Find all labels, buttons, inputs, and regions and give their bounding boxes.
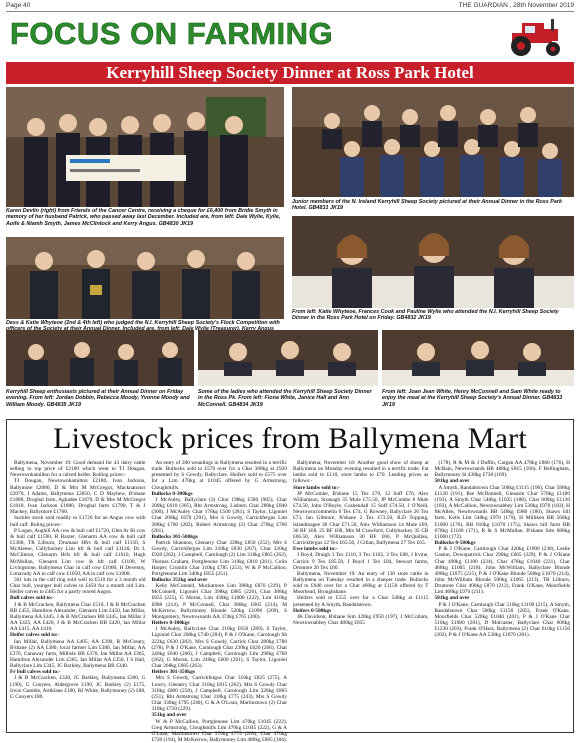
caption-flock-judges: Dess & Katie Whyteoe (2nd & 4th left) who judged the N.I. Kerryhill Sheep Society's Flock Competition with	[6, 320, 280, 326]
livestock-paragraph: Ballymena, November 19: Good demand for 43 dairy cattle selling to top price of £2180 which went to TJ Dougan, Newtownhamilton for a calved heifer. Rolling prices:-	[10, 460, 146, 479]
livestock-paragraph: Bull calves sold to:-	[10, 595, 55, 602]
livestock-paragraph: Heifer calves sold to:-	[10, 632, 60, 639]
feature-title: Kerryhill Sheep Society Dinner at Ross Park Hotel	[106, 63, 474, 82]
tractor-icon	[504, 15, 568, 57]
livestock-paragraph: 501kg and over	[434, 595, 470, 602]
livestock-column-3	[293, 460, 429, 731]
livestock-paragraph: Ian Millar, Ballymena AA £405, AA £390, R McCreary, B'shane (2) AA £380, local farmer Lim £380, Ian Millar, AA £370, Ganaway farm, Millisle BB £370, Ian Millar AA £365, Hamilton Alexander Lim £365, Ian Millar AA £350, I S Hall, Ballyclare Lim £345, JC Barkley, Ballymena BB £340.	[10, 638, 146, 670]
livestock-paragraph: JK Davidson, B'shane Sim 428kg £950 (197), J McCollam, Newtownabbey Char 480kg £855	[293, 613, 429, 627]
caption-junior-members: Junior members of the N. Ireland Kerryhill Sheep Society pictured at their Annual Dinner in the Ross Park Hotel. GB4831 JK19	[292, 199, 562, 212]
paper-dateline: THE GUARDIAN , 28th November 2019	[458, 2, 574, 9]
page-header	[6, 2, 574, 12]
photo-enthusiasts	[6, 330, 194, 386]
livestock-paragraph: Fr bull calves sold to:-	[10, 669, 61, 676]
photo-meal-group	[382, 330, 574, 386]
photo-ladies-table	[198, 330, 378, 386]
livestock-paragraph: 501kg and over	[434, 478, 470, 485]
livestock-paragraph: J McAuley, Ballyclare Char 210kg £650 (289), S Taylor, Ligoniel Char 268kg £740 (284), P & J O'Kane, Carnlough Sh 222kg £630 (282), Mrs S Gowdy, Carrick Char 280kg £780 (278), P & J O'Kane, Carnlough Char 230kg £620 (266), Char 240kg £640 (266), J Campbell, Carnlough Lim 290kg £760 (262), G Moran, Lim 240kg £600 (261), S Taylor, Ligoniel Char 268kg £685 (263).	[151, 626, 287, 670]
livestock-paragraph: Ballymena, November 19: An entry of 130 store cattle in Ballymena on Tuesday resulted in a sharper trade. Bullocks sold to £640 over for a Char 460kg at £1150 offered by T Moorhead, Broughshane.	[293, 570, 429, 596]
livestock-paragraph: Store lambs sold to:-	[293, 484, 340, 491]
caption-meal-group: From left: Joan Jean White, Henry McConnell and Sam White ready to enjoy the meal at the Kerryhill Sheep Society's Annual Dinner. GB4833 JK19	[382, 389, 563, 408]
livestock-paragraph: W & P McCallion, Portglenone Lim 470kg £1045 (222), Greg Armstrong, Cloughmills Lim 470kg £1045 (222), G & A O'Loan, Martinstown Char 370kg £775 (209), Char 370kg £720 (194), M McKerrow, Ballymoney Lim 480kg £885 (184).	[151, 718, 287, 743]
livestock-paragraph: Heifers 0-500kgs	[293, 607, 332, 614]
livestock-paragraph: Bullocks 351kg and over	[151, 576, 208, 583]
livestock-paragraph: 351kg and over	[151, 712, 187, 719]
photo-flock-judges	[6, 237, 284, 319]
livestock-columns	[10, 460, 570, 743]
livestock-paragraph: Suckler stock sold readily to £1720 for an Angus cow with bull calf. Ruling prices:-	[10, 515, 146, 528]
livestock-paragraph: J McAuley, Ballyclare (3) Char 198kg £580 (905), Char 200kg £610 (305), Rhr Armstrong, Lisburn Char 280kg £840 (300), J McAuley Char 178kg £500 (281), S Taylor, Ligoniel Char 208kg £670 (291), Mrs S Gowdy, Carrickfergus Lim 288kg £760 (282), Robert Armstrong (2) Char 270kg £760 (281).	[151, 496, 287, 534]
livestock-column-1	[10, 460, 146, 731]
livestock-paragraph: J Boyd, Draigh 3 Tex £110, 3 Tex £102, 3 Tex £88, J Irvine, Carrick 9 Tex £85.50, J Boyd 1 Tex £84, Stewart farms, Dromore 20 Tex £80.	[293, 552, 429, 571]
livestock-paragraph: A Smyth, Randalstown Char 568kg £1115 (196), Char 588kg £1120 (191), Rse McDonnell, Glenarm Char 578kg £1100 (193), A Smyth Char 548kg £1035 (188), Char 600kg £1130 (183), A McCallion, Newtownabbey Lim 538kg £970 (183), H McAllen, Newtownards BB 548kg £980 (180), Shaws hill farm, Kells Lim 548kg £970 (179), H Milliken BB 568kg £1000 (176), BB 610kg £1070 (175), Shaws hill farm BB 678kg £1160 (171), R & S McMullan, B'shane Sim 688kg £1000 (172).	[434, 484, 570, 540]
livestock-paragraph: Bullocks 301-500kgs	[151, 533, 198, 540]
caption-three-ladies: From left: Katie Whyteoe, Frances Cook and Pauline Wylie who attended the N.I. Kerryhill Sheep Society Dinner in the Ross Park Hotel on Friday. GB4832 JK19	[292, 309, 559, 322]
livestock-paragraph: 501 lots in the calf ring sold well to £510 for a 3 month old Char bull, younger bull calves to £450 for a month old Lim. Heifer calves to £405 for a partly reared Angus.	[10, 576, 146, 596]
livestock-paragraph: (178), R & M & J Duffin, Cargan AA 478kg £860 (176), H McBain, Newtownards BB 488kg £815 (166), F Bellingham, Ballymoney St 438kg £730 (169).	[434, 460, 570, 479]
livestock-paragraph: Bullocks 0-500kgs	[434, 540, 476, 547]
livestock-paragraph: Mrs S Gowdy, Carrickfergus Char 310kg £825 (275), A Lowry, Glenarry Char 310kg £815 (262), Mrs S Gowdy Char 310kg £800 (258), J Campbell, Carnlough Lim 320kg £805 (251), Rht Armstrong Char 318kg £775 (243), Mrs S Gowdy Char 330kg £795 (240), G & A O'Loan, Martinstown (2) Char 310kg £750 (229).	[151, 675, 287, 713]
photo-three-ladies	[292, 216, 574, 308]
livestock-paragraph: P Logan, Aughill AA cow & bull calf £1720, Glen Ar Bl cow & bull calf £1590, R Baxter, Glenarm AA cow & bull calf £1300, TR Lilburn, Drumaul Hfrs & bull calf £1150, S McAleese, Cullybackey Lim hfr & bull calf £1120, Dr L McClinton, Glenarm Hrfs hfr & bull calf £1010, Hugh McMullan, Glenarm Lim cow & hfr calf £1100, W Livingstone, Ballymena Char in calf cow £1060, H Devenny, Limavady AA in calf cow £1050, AA in calf cow £1000.	[10, 527, 146, 577]
livestock-paragraph: Ballymena, November 18: Another good show of sheep at Ballymena on Monday evening resulted in a terrific trade. Fat lambs sold to £110, store lambs to £70. Leading prices as follows:-	[293, 460, 429, 485]
livestock-paragraph: An entry of 280 weanlings in Ballymena resulted in a terrific trade. Bullocks sold to £570 over for a Char 368kg at £920 presented by S Gowdy, Ballyclare. Heifers sold to £575 over for a Lim 470kg at £1045 offered by G Armstrong, Cloughmills.	[151, 460, 287, 491]
photo-junior-members	[292, 87, 574, 197]
livestock-paragraph: J & B McCracken, £330, JC Barkley, Ballymena £200, G (190), G Conyers, Aldergrove £190, JC Barkley (2) £175, Irwin Gamble, Artiklane £100, RJ White, Ballymoney (2) £80, G Conyers £80.	[10, 675, 146, 700]
livestock-paragraph: P & J O'Kane, Carnlough Char 510kg £1100 (215), A Smyth, Randalstown Char 560kg £1150 (205), Frank O'Kane, Moorfields Char 520kg £1040 (201), P & J O'Kane Char 510kg £1080 (201), D Mulcaster, Ballyclare Char 608kg £1230 (203), Frank O'Hara, Ballymena (2) Char 610kg £1150 (202), P & J O'Kane AA 530kg £1070 (201).	[434, 601, 570, 639]
livestock-paragraph: Patrick Shannon, Glenarry Char 338kg £850 (252), Mrs S Gowdy, Carrickfergus Lim 310kg £830 (267), Char 320kg £920 (262), J Campbell, Carnlough (2) Lim 318kg £865 (262), Thomas Graham, Portglenone Lim 310kg £810 (261), Colin Harper, Crumlin Char 310kg £785 (253), W & P McCallion, Portglenone Lim 340kg £855 (251).	[151, 540, 287, 577]
section-banner	[6, 13, 574, 61]
livestock-paragraph: JP McCombe, B'shane 15 Tex £79, 12 Suff £76, Alex Williamson, Stranagh 35 Mule £75.50, JP McCombe 8 Mule £74.50, John O'Boyle, Cushendall 15 Suff £74.50, J O'Neill, Newtowncrommelin 6 Tex £74, G Rowney, Ballyclare 26 Tex £73, Ian Gilmore, B'shane 2 Tex £73.50, R.D Topping, Islandmagee 30 Char £71.50, Alex Williamson 14 Mule £69, 36 BF £68, 25 BF £68, Mrs M Crawford, Cullybackey 35 CB £66.50, Alex Williamson 30 BF £66, P McQuillan, Carrickfergus 12 Tex £65.50, J Gillan, Ballymena 27 Tex £65.	[293, 490, 429, 547]
livestock-paragraph: P & J O'Kane, Carnlough Char 420kg £1000 (238), Leslie Gaston, Downpatrick Char 290kg £665 (229), P & J O'Kane Char 490kg £1100 (224), Char 478kg £1040 (221), Char 468kg £1005 (218), John McWilliam, Ballyclare Blonde 498kg £1075 (215), P & J O'Kane Blonde 500kg £1070 (214), John McWilliam Blonde 500kg £1065 (213), TR Lilburn, Drumore Char 400kg £870 (212), Frank O'Kane, Moorfields Lim 468kg £970 (211).	[434, 546, 570, 596]
livestock-paragraph: Ewe lambs sold to:-	[293, 546, 338, 553]
photo-cheque-presentation	[6, 87, 284, 207]
livestock-column-2	[151, 460, 288, 743]
livestock-paragraph: Heifers sold to £555 over for a Char 548kg at £1115 presented by A Smyth, Randalstown.	[293, 595, 429, 608]
livestock-column-4	[435, 460, 571, 731]
livestock-paragraph: Kelly McConnell, Muckamore Lim 388kg £870 (229), P McConnell, Ligoniel Char 398kg £885 (226), Char 388kg £855 (225), G Moran, Lim 438kg £1000 (222), Lim 410kg £888 (214), P McConnell, Char 380kg £805 (214), M McKerrow, Ballymoney Blonde 520kg £1090 (209), S Montgomery, Newtownards AA 374kg £765 (200).	[151, 583, 287, 620]
page-number: Page 40	[6, 2, 31, 9]
livestock-paragraph: Bullocks 0-300kgs	[151, 490, 193, 497]
livestock-paragraph: TJ Dougan, Newtownhamilton £2180, Ivan Jackson, Ballymore £2080, D & Mrs M McGregor, Macknatonor £2070, I Adams, Ballymena £2050, C D Mayhew, B'shane £1880, Droghal farm, Aghadee £1870, D & Mrs M McGregor £1810, Ivan Jackson £1880, Droghal farm £1790, T & J Mackey, Ballymore £1760.	[10, 478, 146, 516]
feature-title-bar	[6, 62, 574, 84]
caption-enthusiasts: Kerryhill Sheep enthusiasts pictured at their Annual Dinner on Friday evening. From left: Jordan Dobbin, Rebecca Moody, Yvonne Moody and William Moody. GB4835 JK19	[6, 389, 190, 408]
livestock-heading	[6, 420, 574, 458]
livestock-title: Livestock prices from Ballymena Mart	[53, 422, 527, 455]
caption-ladies-table: Some of the ladies who attended the Kerryhill Sheep Society Dinner in the Ross Pk. From left: Fiona White, Janice Hall and Ann McConnell. GB4834 JK19	[198, 389, 372, 408]
livestock-paragraph: Heifers 301-350kgs	[151, 669, 195, 676]
caption-cheque-presentation: Karen Devlin (right) from Friends of the Cancer Centre, receiving a cheque for £6,400 from Bridie Smyth in memory of her husband Patrick, who passed away last December. Included are, from left: Dale Wylie, Kylie, Aoife & Niamh Smyth, James McClintock and Kerry Angus. GB4830 JK19	[6, 208, 281, 227]
livestock-paragraph: J & B McCracken, Ballymena Char £510, J & B McCracken BB £455, Hamilton Alexander, Glenarm Lim £450, Ian Millar, Ballymena AA £445, J & B McCracken BB £445, Ian Millar 2 AA £425, AA £420, J & B McCracken BB £420, Ian Millar AA £415, AA £410.	[10, 601, 146, 633]
livestock-paragraph: Heifers 0-300kgs	[151, 620, 190, 627]
section-title: FOCUS ON FARMING	[10, 16, 334, 51]
